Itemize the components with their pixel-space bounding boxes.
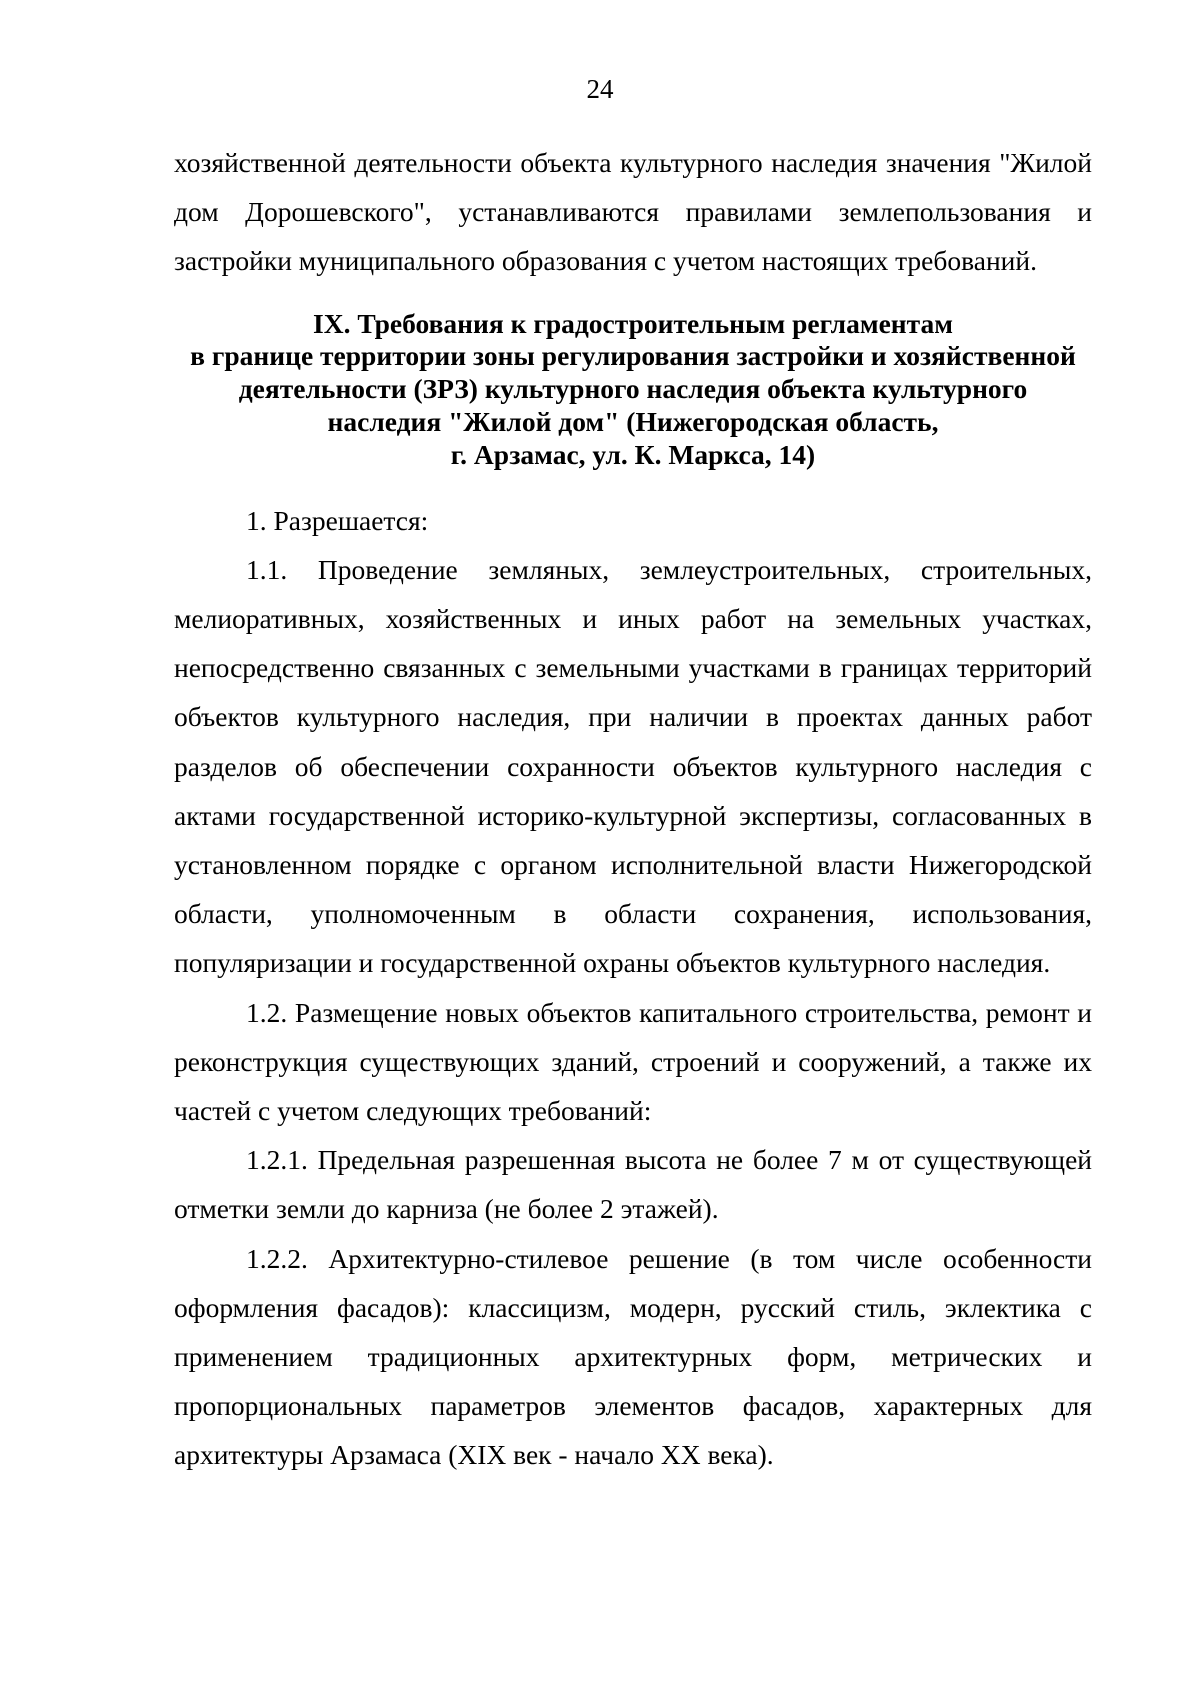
section-heading-line: в границе территории зоны регулирования застройки и хозяйственной <box>190 340 1076 372</box>
continuation-paragraph: хозяйственной деятельности объекта культурного наследия значения "Жилой дом Дорошевского", устанавливаются правилами землепользования и застройки муниципального образования с учетом настоящих требований. <box>174 147 1092 277</box>
section-heading-line: IX. Требования к градостроительным регламентам <box>313 307 953 339</box>
paragraph-1-2-2: 1.2.2. Архитектурно-стилевое решение (в том числе особенности оформления фасадов): классицизм, модерн, русский стиль, эклектика с применением традиционных архитектурных форм, метрических и пропорциональных параметров элементов фасадов, характерных для архитектуры Арзамаса (XIX век - начало XX века). <box>174 1242 1092 1471</box>
document-body <box>174 138 1092 1480</box>
paragraph-1-1: 1.1. Проведение земляных, землеустроительных, строительных, мелиоративных, хозяйственных и иных работ на земельных участках, непосредственно связанных с земельными участками в границах территорий объектов культурного наследия, при наличии в проектах данных работ разделов об обеспечении сохранности объектов культурного наследия с актами государственной историко-культурной экспертизы, согласованных в установленном порядке с органом исполнительной власти Нижегородской области, уполномоченным в области сохранения, использования, популяризации и государственной охраны объектов культурного наследия. <box>174 553 1092 979</box>
section-heading-line: г. Арзамас, ул. К. Маркса, 14) <box>450 438 816 470</box>
paragraph-1-2: 1.2. Размещение новых объектов капитального строительства, ремонт и реконструкция существующих зданий, строений и сооружений, а также их частей с учетом следующих требований: <box>174 996 1092 1127</box>
page-number: 24 <box>586 74 614 104</box>
paragraph-1-2-1: 1.2.1. Предельная разрешенная высота не более 7 м от существующей отметки земли до карниза (не более 2 этажей). <box>174 1144 1092 1225</box>
section-heading-line: наследия "Жилой дом" (Нижегородская область, <box>327 406 939 437</box>
section-heading-line: деятельности (ЗРЗ) культурного наследия объекта культурного <box>238 373 1028 405</box>
paragraph-permitted: 1. Разрешается: <box>246 504 429 536</box>
section-heading <box>174 308 1092 472</box>
